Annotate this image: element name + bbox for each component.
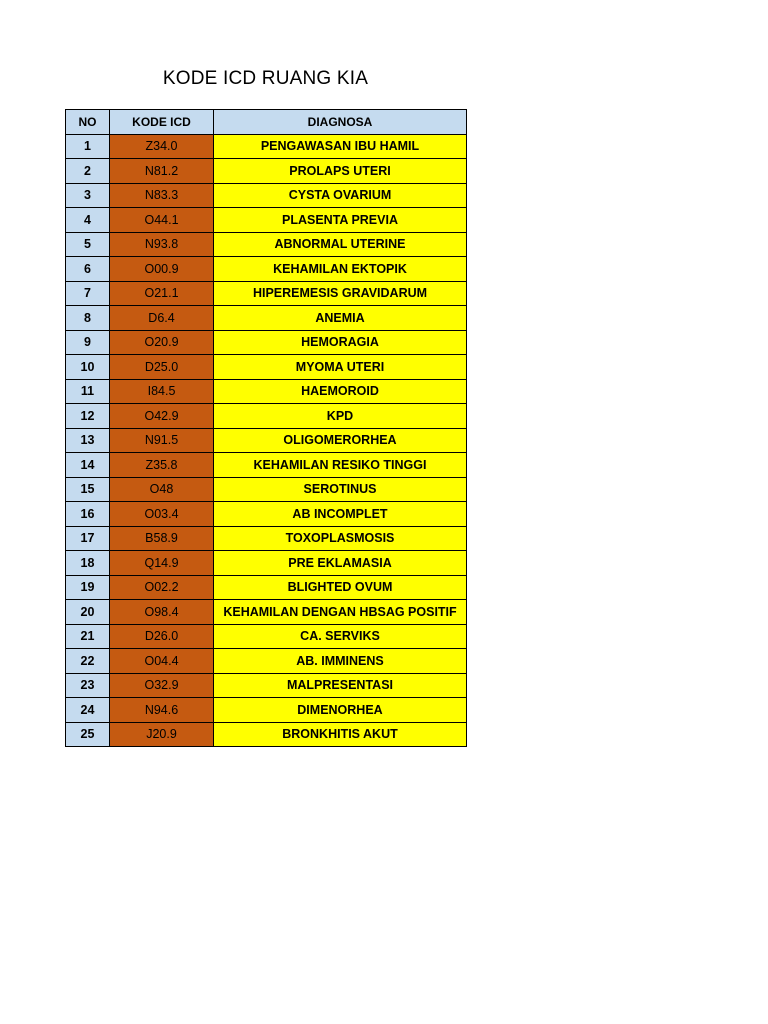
row-diagnosa-cell: PROLAPS UTERI [214,159,467,184]
table-header [66,110,467,135]
row-no-cell: 18 [66,551,110,576]
row-kode-icd-cell: Z34.0 [110,134,214,159]
table-row [66,453,467,478]
row-no-cell: 14 [66,453,110,478]
row-no-cell: 19 [66,575,110,600]
row-kode-icd-cell: O32.9 [110,673,214,698]
row-diagnosa-cell: KEHAMILAN DENGAN HBSAG POSITIF [214,600,467,625]
row-no-cell: 1 [66,134,110,159]
row-kode-icd-cell: D6.4 [110,306,214,331]
row-no-cell: 24 [66,698,110,723]
row-kode-icd-cell: Z35.8 [110,453,214,478]
row-diagnosa-cell: BRONKHITIS AKUT [214,722,467,747]
table-row [66,183,467,208]
row-diagnosa-cell: ABNORMAL UTERINE [214,232,467,257]
row-kode-icd-cell: I84.5 [110,379,214,404]
table-row [66,306,467,331]
row-no-cell: 11 [66,379,110,404]
table-row [66,551,467,576]
row-kode-icd-cell: Q14.9 [110,551,214,576]
row-no-cell: 23 [66,673,110,698]
row-kode-icd-cell: B58.9 [110,526,214,551]
table-row [66,649,467,674]
table-row [66,575,467,600]
row-no-cell: 15 [66,477,110,502]
table-row [66,330,467,355]
row-diagnosa-cell: CYSTA OVARIUM [214,183,467,208]
row-diagnosa-cell: PRE EKLAMASIA [214,551,467,576]
table-row [66,232,467,257]
row-diagnosa-cell: SEROTINUS [214,477,467,502]
table-body [66,134,467,747]
row-diagnosa-cell: HIPEREMESIS GRAVIDARUM [214,281,467,306]
row-diagnosa-cell: PLASENTA PREVIA [214,208,467,233]
row-kode-icd-cell: N93.8 [110,232,214,257]
table-row [66,502,467,527]
table-row [66,159,467,184]
row-kode-icd-cell: D26.0 [110,624,214,649]
row-no-cell: 21 [66,624,110,649]
row-diagnosa-cell: DIMENORHEA [214,698,467,723]
table-row [66,624,467,649]
table-row [66,281,467,306]
row-no-cell: 16 [66,502,110,527]
row-kode-icd-cell: O44.1 [110,208,214,233]
row-kode-icd-cell: O04.4 [110,649,214,674]
table-row [66,428,467,453]
row-diagnosa-cell: OLIGOMERORHEA [214,428,467,453]
row-diagnosa-cell: AB INCOMPLET [214,502,467,527]
row-diagnosa-cell: KEHAMILAN EKTOPIK [214,257,467,282]
row-no-cell: 22 [66,649,110,674]
icd-table [65,109,467,747]
page-title: KODE ICD RUANG KIA [162,68,369,89]
row-kode-icd-cell: J20.9 [110,722,214,747]
row-diagnosa-cell: MYOMA UTERI [214,355,467,380]
row-no-cell: 3 [66,183,110,208]
table-row [66,698,467,723]
header-kode-icd: KODE ICD [110,110,214,135]
table-row [66,404,467,429]
table-row [66,355,467,380]
row-no-cell: 6 [66,257,110,282]
row-no-cell: 4 [66,208,110,233]
row-kode-icd-cell: N94.6 [110,698,214,723]
row-kode-icd-cell: O42.9 [110,404,214,429]
row-diagnosa-cell: MALPRESENTASI [214,673,467,698]
row-diagnosa-cell: ANEMIA [214,306,467,331]
table-row [66,134,467,159]
row-no-cell: 8 [66,306,110,331]
row-diagnosa-cell: HAEMOROID [214,379,467,404]
row-kode-icd-cell: N91.5 [110,428,214,453]
row-kode-icd-cell: O98.4 [110,600,214,625]
row-kode-icd-cell: O21.1 [110,281,214,306]
row-no-cell: 10 [66,355,110,380]
table-row [66,526,467,551]
row-diagnosa-cell: BLIGHTED OVUM [214,575,467,600]
row-diagnosa-cell: HEMORAGIA [214,330,467,355]
table-row [66,257,467,282]
table-row [66,722,467,747]
table-row [66,477,467,502]
header-diagnosa: DIAGNOSA [214,110,467,135]
row-diagnosa-cell: KPD [214,404,467,429]
row-diagnosa-cell: PENGAWASAN IBU HAMIL [214,134,467,159]
row-kode-icd-cell: O02.2 [110,575,214,600]
row-no-cell: 7 [66,281,110,306]
row-kode-icd-cell: O48 [110,477,214,502]
row-diagnosa-cell: CA. SERVIKS [214,624,467,649]
row-kode-icd-cell: D25.0 [110,355,214,380]
table-row [66,600,467,625]
row-no-cell: 2 [66,159,110,184]
row-no-cell: 5 [66,232,110,257]
row-no-cell: 17 [66,526,110,551]
row-kode-icd-cell: O03.4 [110,502,214,527]
header-no: NO [66,110,110,135]
row-kode-icd-cell: O00.9 [110,257,214,282]
row-no-cell: 25 [66,722,110,747]
row-no-cell: 12 [66,404,110,429]
row-diagnosa-cell: AB. IMMINENS [214,649,467,674]
row-kode-icd-cell: O20.9 [110,330,214,355]
row-no-cell: 20 [66,600,110,625]
table-row [66,379,467,404]
row-kode-icd-cell: N81.2 [110,159,214,184]
row-kode-icd-cell: N83.3 [110,183,214,208]
row-diagnosa-cell: KEHAMILAN RESIKO TINGGI [214,453,467,478]
header-row [66,110,467,135]
table-row [66,208,467,233]
row-no-cell: 9 [66,330,110,355]
row-diagnosa-cell: TOXOPLASMOSIS [214,526,467,551]
table-row [66,673,467,698]
row-no-cell: 13 [66,428,110,453]
